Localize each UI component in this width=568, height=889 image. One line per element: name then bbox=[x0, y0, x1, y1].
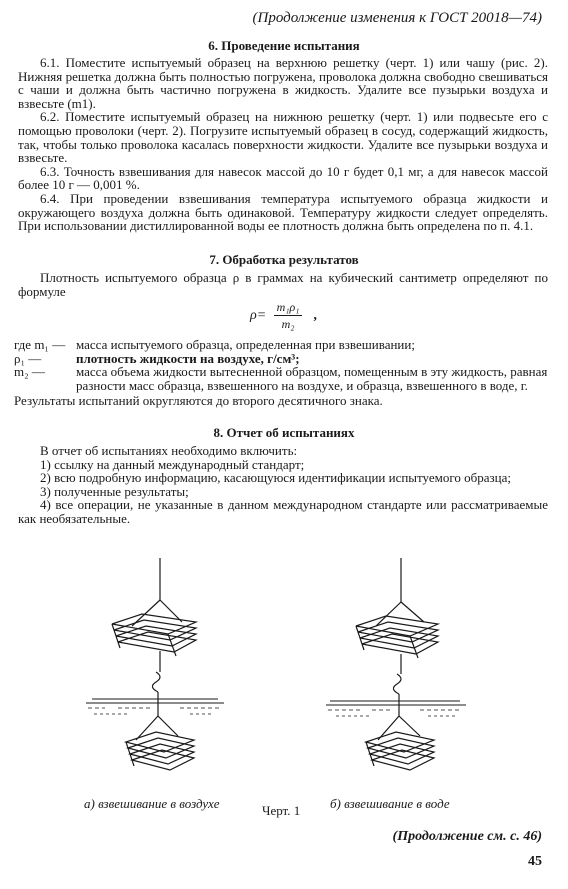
rounding-note: Результаты испытаний округляются до второго десятичного знака. bbox=[14, 393, 383, 409]
caption-weighing-in-water: б) взвешивание в воде bbox=[330, 796, 450, 811]
formula-numerator: m₁ρ₁ bbox=[274, 300, 303, 316]
formula-definitions bbox=[14, 338, 548, 408]
report-intro: В отчет об испытаниях необходимо включить: bbox=[40, 443, 298, 458]
section-7-title: 7. Обработка результатов bbox=[209, 252, 359, 267]
formula-lhs: ρ= bbox=[250, 308, 267, 324]
definition-rho1: ρ₁ — плотность жидкости на воздухе, г/см³; bbox=[14, 350, 300, 366]
running-header: (Продолжение изменения к ГОСТ 20018—74) bbox=[252, 10, 542, 26]
density-intro: Плотность испытуемого образца ρ в граммах на кубический сантиметр определяют по формуле bbox=[18, 270, 548, 299]
report-item-2: 2) всю подробную информацию, касающуюся идентификации испытуемого образца; bbox=[40, 470, 511, 486]
section-7-intro bbox=[18, 271, 548, 298]
formula-denominator: m₂ bbox=[281, 317, 295, 331]
paragraph-6-3: 6.3. Точность взвешивания для навесок массой до 10 г будет 0,1 мг, а для навесок массой более 10 г — 0,001 %. bbox=[18, 163, 548, 193]
figure-label: Черт. 1 bbox=[262, 803, 301, 818]
apparatus-in-air bbox=[86, 558, 224, 770]
formula-comma: , bbox=[313, 308, 318, 324]
paragraph-6-4: 6.4. При проведении взвешивания температура испытуемого образца жидкости и окружающего воздуха должна быть одинаковой. Температуру жидкости следует определять. При использовании дистиллированной воды ее плотность должна быть определена по п. 4.1. bbox=[18, 190, 548, 234]
density-formula bbox=[250, 300, 317, 332]
report-item-4: 4) все операции, не указанные в данном международном стандарте или рассматриваемые как необязательные. bbox=[18, 497, 548, 526]
definition-m1: где m₁ — масса испытуемого образца, определенная при взвешивании; bbox=[14, 337, 415, 352]
caption-weighing-in-air: а) взвешивание в воздухе bbox=[84, 796, 220, 811]
section-6-body bbox=[18, 56, 548, 233]
figure-1-drawing bbox=[0, 556, 568, 796]
page-number: 45 bbox=[528, 854, 542, 869]
report-item-1: 1) ссылку на данный международный стандарт; bbox=[40, 456, 305, 472]
definition-m2: m₂ — масса объема жидкости вытесненной образцом, помещенным в эту жидкость, равная разности масс образца, взвешенного на воздухе, и образца, взвешенного в воде, г. bbox=[14, 364, 548, 393]
report-item-3: 3) полученные результаты; bbox=[40, 483, 189, 499]
continuation-note: (Продолжение см. с. 46) bbox=[392, 829, 542, 844]
section-8-title: 8. Отчет об испытаниях bbox=[213, 425, 355, 440]
paragraph-6-2: 6.2. Поместите испытуемый образец на нижнюю решетку (черт. 1) или подвесьте его с помощью проволоки (черт. 2). Погрузите испытуемый образец в сосуд, содержащий жидкость, так, чтобы только проволока касалась поверхности жидкости. Удалите все пузырьки воздуха и взвесьте. bbox=[18, 109, 548, 166]
paragraph-6-1: 6.1. Поместите испытуемый образец на верхнюю решетку (черт. 1) или чашу (рис. 2). Нижняя решетка должна быть полностью погружена, проволока должна свободно свешиваться с чаши и должна быть частично погружена в жидкость. Удалите все пузырьки воздуха и взвесьте (m1). bbox=[18, 55, 548, 111]
formula-fraction bbox=[274, 300, 303, 332]
apparatus-in-water bbox=[326, 558, 466, 770]
section-6-title: 6. Проведение испытания bbox=[208, 38, 360, 53]
section-8-body bbox=[18, 444, 548, 526]
